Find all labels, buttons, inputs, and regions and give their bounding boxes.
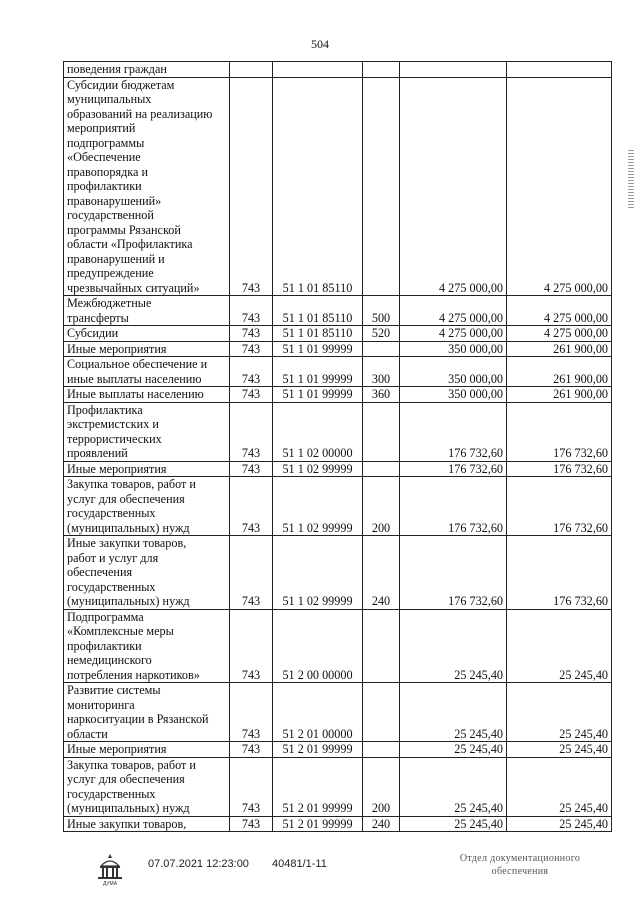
footer-datetime: 07.07.2021 12:23:00 bbox=[148, 858, 249, 870]
row-amount-1: 25 245,40 bbox=[400, 609, 507, 683]
table-row bbox=[64, 536, 612, 610]
row-vr-code bbox=[363, 742, 400, 758]
row-amount-1: 350 000,00 bbox=[400, 357, 507, 387]
row-gr-code: 743 bbox=[230, 77, 273, 296]
table-row bbox=[64, 742, 612, 758]
row-gr-code: 743 bbox=[230, 757, 273, 816]
row-vr-code bbox=[363, 77, 400, 296]
row-amount-2: 4 275 000,00 bbox=[507, 296, 612, 326]
table-row bbox=[64, 62, 612, 78]
row-gr-code: 743 bbox=[230, 816, 273, 832]
row-amount-2: 261 900,00 bbox=[507, 357, 612, 387]
row-name: Субсидии бюджетам муниципальных образований на реализацию мероприятий подпрограммы «Обеспечение правопорядка и профилактики правонарушений» государственной программы Рязанской области «Профилактика правонарушений и предупреждение чрезвычайных ситуаций» bbox=[64, 77, 230, 296]
row-vr-code: 240 bbox=[363, 816, 400, 832]
row-csr-code: 51 1 01 85110 bbox=[273, 296, 363, 326]
row-name: Профилактика экстремистских и террористических проявлений bbox=[64, 402, 230, 461]
row-amount-2: 176 732,60 bbox=[507, 461, 612, 477]
row-vr-code: 520 bbox=[363, 326, 400, 342]
row-gr-code: 743 bbox=[230, 402, 273, 461]
row-amount-1: 25 245,40 bbox=[400, 683, 507, 742]
table-row bbox=[64, 461, 612, 477]
row-amount-2: 25 245,40 bbox=[507, 757, 612, 816]
row-csr-code: 51 1 01 85110 bbox=[273, 77, 363, 296]
table-row bbox=[64, 341, 612, 357]
row-gr-code: 743 bbox=[230, 387, 273, 403]
logo-caption: ДУМА bbox=[102, 881, 118, 886]
scan-artifact bbox=[628, 150, 634, 210]
table-row bbox=[64, 387, 612, 403]
row-name: Иные выплаты населению bbox=[64, 387, 230, 403]
row-csr-code: 51 1 01 85110 bbox=[273, 326, 363, 342]
row-vr-code bbox=[363, 341, 400, 357]
table-row bbox=[64, 77, 612, 296]
row-name: Субсидии bbox=[64, 326, 230, 342]
row-amount-2: 25 245,40 bbox=[507, 816, 612, 832]
table-row bbox=[64, 402, 612, 461]
row-name: Иные мероприятия bbox=[64, 341, 230, 357]
row-csr-code: 51 1 02 99999 bbox=[273, 477, 363, 536]
row-vr-code bbox=[363, 683, 400, 742]
row-name: Закупка товаров, работ и услуг для обеспечения государственных (муниципальных) нужд bbox=[64, 477, 230, 536]
row-vr-code: 200 bbox=[363, 757, 400, 816]
row-vr-code bbox=[363, 62, 400, 78]
row-csr-code: 51 2 01 99999 bbox=[273, 816, 363, 832]
row-amount-2: 176 732,60 bbox=[507, 477, 612, 536]
page-number: 504 bbox=[311, 37, 329, 51]
table-row bbox=[64, 477, 612, 536]
row-amount-1: 176 732,60 bbox=[400, 477, 507, 536]
row-gr-code bbox=[230, 62, 273, 78]
row-amount-1: 4 275 000,00 bbox=[400, 296, 507, 326]
row-gr-code: 743 bbox=[230, 477, 273, 536]
row-csr-code: 51 1 01 99999 bbox=[273, 341, 363, 357]
row-vr-code: 240 bbox=[363, 536, 400, 610]
row-vr-code: 360 bbox=[363, 387, 400, 403]
row-gr-code: 743 bbox=[230, 326, 273, 342]
row-gr-code: 743 bbox=[230, 536, 273, 610]
row-name: Развитие системы мониторинга наркоситуации в Рязанской области bbox=[64, 683, 230, 742]
row-gr-code: 743 bbox=[230, 461, 273, 477]
budget-table bbox=[63, 61, 612, 832]
row-amount-2 bbox=[507, 62, 612, 78]
row-vr-code: 200 bbox=[363, 477, 400, 536]
row-amount-2: 25 245,40 bbox=[507, 609, 612, 683]
row-amount-1: 176 732,60 bbox=[400, 402, 507, 461]
row-amount-2: 4 275 000,00 bbox=[507, 326, 612, 342]
table-row bbox=[64, 326, 612, 342]
row-csr-code: 51 2 01 00000 bbox=[273, 683, 363, 742]
row-amount-1: 25 245,40 bbox=[400, 742, 507, 758]
row-gr-code: 743 bbox=[230, 609, 273, 683]
table-row bbox=[64, 609, 612, 683]
row-name: поведения граждан bbox=[64, 62, 230, 78]
row-name: Межбюджетные трансферты bbox=[64, 296, 230, 326]
row-csr-code: 51 1 02 99999 bbox=[273, 461, 363, 477]
row-name: Закупка товаров, работ и услуг для обеспечения государственных (муниципальных) нужд bbox=[64, 757, 230, 816]
table-row bbox=[64, 357, 612, 387]
row-csr-code: 51 1 02 99999 bbox=[273, 536, 363, 610]
row-amount-1: 4 275 000,00 bbox=[400, 77, 507, 296]
row-amount-2: 25 245,40 bbox=[507, 683, 612, 742]
row-amount-1: 176 732,60 bbox=[400, 536, 507, 610]
row-amount-2: 25 245,40 bbox=[507, 742, 612, 758]
row-amount-2: 261 900,00 bbox=[507, 387, 612, 403]
row-gr-code: 743 bbox=[230, 357, 273, 387]
row-csr-code: 51 2 01 99999 bbox=[273, 757, 363, 816]
row-gr-code: 743 bbox=[230, 296, 273, 326]
row-vr-code bbox=[363, 402, 400, 461]
row-name: Иные мероприятия bbox=[64, 461, 230, 477]
row-csr-code: 51 1 01 99999 bbox=[273, 357, 363, 387]
table-row bbox=[64, 296, 612, 326]
row-amount-2: 176 732,60 bbox=[507, 402, 612, 461]
row-amount-1: 350 000,00 bbox=[400, 341, 507, 357]
row-csr-code: 51 2 01 99999 bbox=[273, 742, 363, 758]
row-csr-code: 51 2 00 00000 bbox=[273, 609, 363, 683]
row-csr-code: 51 1 01 99999 bbox=[273, 387, 363, 403]
row-name: Иные мероприятия bbox=[64, 742, 230, 758]
row-amount-1: 25 245,40 bbox=[400, 816, 507, 832]
row-amount-2: 4 275 000,00 bbox=[507, 77, 612, 296]
row-name: Социальное обеспечение и иные выплаты населению bbox=[64, 357, 230, 387]
row-vr-code bbox=[363, 609, 400, 683]
row-name: Иные закупки товаров, работ и услуг для обеспечения государственных (муниципальных) нужд bbox=[64, 536, 230, 610]
department-stamp: Отдел документационного обеспечения bbox=[459, 853, 581, 877]
row-name: Подпрограмма «Комплексные меры профилактики немедицинского потребления наркотиков» bbox=[64, 609, 230, 683]
row-amount-2: 261 900,00 bbox=[507, 341, 612, 357]
row-gr-code: 743 bbox=[230, 742, 273, 758]
row-amount-1: 176 732,60 bbox=[400, 461, 507, 477]
row-name: Иные закупки товаров, bbox=[64, 816, 230, 832]
table-row bbox=[64, 683, 612, 742]
row-amount-1: 25 245,40 bbox=[400, 757, 507, 816]
row-vr-code: 300 bbox=[363, 357, 400, 387]
row-gr-code: 743 bbox=[230, 341, 273, 357]
table-row bbox=[64, 816, 612, 832]
row-gr-code: 743 bbox=[230, 683, 273, 742]
table-row bbox=[64, 757, 612, 816]
row-amount-2: 176 732,60 bbox=[507, 536, 612, 610]
row-vr-code bbox=[363, 461, 400, 477]
row-amount-1: 350 000,00 bbox=[400, 387, 507, 403]
page-footer bbox=[0, 850, 640, 890]
duma-building-logo-icon bbox=[95, 852, 125, 886]
row-amount-1 bbox=[400, 62, 507, 78]
footer-doc-number: 40481/1-11 bbox=[272, 858, 327, 870]
row-csr-code: 51 1 02 00000 bbox=[273, 402, 363, 461]
row-csr-code bbox=[273, 62, 363, 78]
row-vr-code: 500 bbox=[363, 296, 400, 326]
row-amount-1: 4 275 000,00 bbox=[400, 326, 507, 342]
